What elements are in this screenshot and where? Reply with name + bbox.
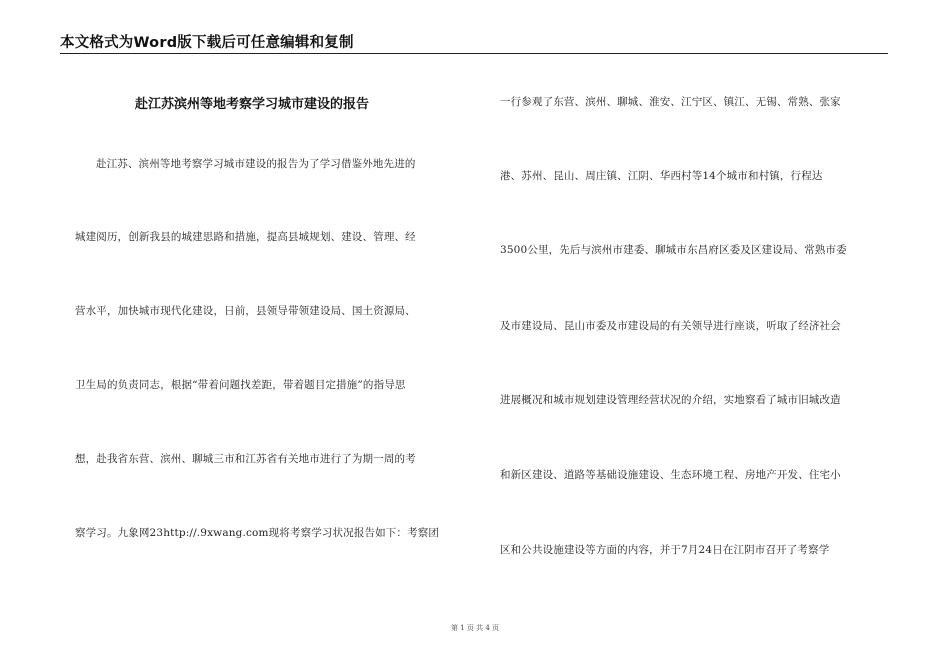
- document-title: 赴江苏滨州等地考察学习城市建设的报告: [135, 97, 370, 112]
- paragraph-line: 城建阅历，创新我县的城建思路和措施，提高县城规划、建设、管理、经: [75, 231, 416, 243]
- banner-divider: [60, 53, 888, 54]
- paragraph-line: 察学习。九象网23http://.9xwang.com现将考察学习状况报告如下：考察团: [75, 527, 440, 539]
- paragraph-line: 区和公共设施建设等方面的内容，并于7月24日在江阴市召开了考察学: [500, 544, 830, 556]
- paragraph-line: 3500公里，先后与滨州市建委、聊城市东昌府区委及区建设局、常熟市委: [500, 244, 847, 256]
- paragraph-line: 港、苏州、昆山、周庄镇、江阴、华西村等14个城市和村镇，行程达: [500, 170, 823, 182]
- paragraph-line: 及市建设局、昆山市委及市建设局的有关领导进行座谈，听取了经济社会: [500, 320, 841, 332]
- paragraph-line: 想，赴我省东营、滨州、聊城三市和江苏省有关地市进行了为期一周的考: [75, 453, 416, 465]
- paragraph-line: 一行参观了东营、滨州、聊城、淮安、江宁区、镇江、无锡、常熟、张家: [500, 96, 841, 108]
- paragraph-line: 卫生局的负责同志，根据“带着问题找差距，带着题目定措施”的指导思: [75, 379, 406, 391]
- page-footer: 第 1 页 共 4 页: [450, 624, 500, 632]
- paragraph-line: 进展概况和城市规划建设管理经营状况的介绍，实地察看了城市旧城改造: [500, 394, 841, 406]
- paragraph-line: 赴江苏、滨州等地考察学习城市建设的报告为了学习借鉴外地先进的: [96, 158, 416, 170]
- download-banner: 本文格式为Word版下载后可任意编辑和复制: [60, 35, 354, 51]
- paragraph-line: 和新区建设、道路等基础设施建设、生态环境工程、房地产开发、住宅小: [500, 469, 841, 481]
- paragraph-line: 营水平，加快城市现代化建设，日前，县领导带领建设局、国土资源局、: [75, 305, 416, 317]
